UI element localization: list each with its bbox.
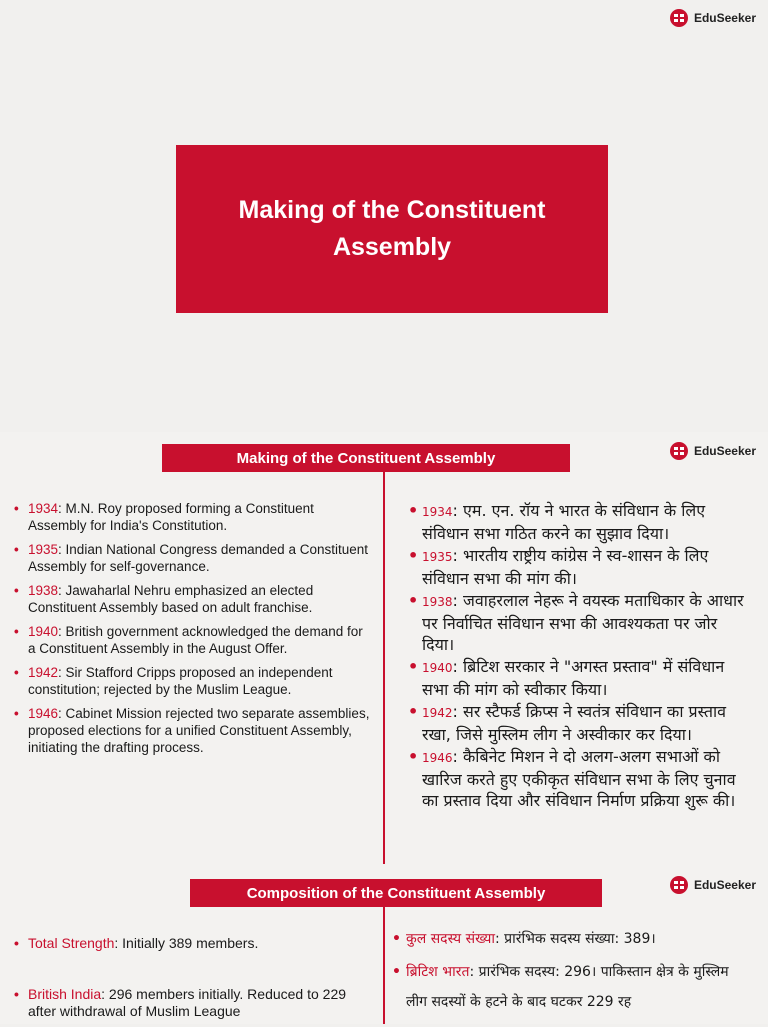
item-text: : ब्रिटिश सरकार ने "अगस्त प्रस्ताव" में संविधान सभा की मांग को स्वीकार किया।: [422, 657, 725, 699]
item-text: : एम. एन. रॉय ने भारत के संविधान के लिए संविधान सभा गठित करने का सुझाव दिया।: [422, 501, 706, 543]
list-item: [408, 656, 744, 700]
column-divider: [383, 907, 385, 1024]
item-text: : Jawaharlal Nehru emphasized an elected Constituent Assembly based on adult franchise.: [28, 583, 314, 615]
brand-name: EduSeeker: [693, 878, 756, 892]
brand-logo: [670, 442, 756, 460]
list-item: [392, 957, 748, 1017]
year-label: 1935: [422, 550, 453, 564]
brand-logo: [670, 876, 756, 894]
section-banner: Composition of the Constituent Assembly: [190, 879, 602, 907]
year-label: 1938: [28, 583, 59, 598]
item-text: : 296 members initially. Reduced to 229 after withdrawal of Muslim League: [28, 986, 347, 1019]
year-label: 1946: [28, 706, 59, 721]
item-text: : भारतीय राष्ट्रीय कांग्रेस ने स्व-शासन के लिए संविधान सभा की मांग की।: [422, 546, 709, 588]
list-item: [14, 986, 372, 1020]
eduseeker-logo-icon: [670, 442, 688, 460]
brand-name: EduSeeker: [693, 11, 756, 25]
list-item: [408, 701, 744, 745]
cover-page: [0, 0, 768, 432]
item-text: : M.N. Roy proposed forming a Constituent Assembly for India's Constitution.: [28, 501, 314, 533]
item-label: ब्रिटिश भारत: [406, 964, 470, 980]
item-text: : प्रारंभिक सदस्य: 296। पाकिस्तान क्षेत्र के मुस्लिम लीग सदस्यों के हटने के बाद घटकर 229 रह: [406, 964, 729, 1010]
list-item: [14, 582, 372, 616]
eduseeker-logo-icon: [670, 9, 688, 27]
list-item: [14, 935, 372, 952]
list-item: [408, 545, 744, 589]
year-label: 1940: [28, 624, 59, 639]
list-item: [14, 664, 372, 698]
composition-hindi-list: [392, 924, 748, 1018]
item-text: : Cabinet Mission rejected two separate assemblies, proposed elections for a unified Constituent Assembly, initiating the drafting process.: [28, 706, 370, 755]
timeline-english-list: [14, 500, 372, 763]
composition-page: [0, 864, 768, 1024]
timeline-hindi-list: [408, 500, 744, 812]
year-label: 1942: [422, 706, 453, 720]
year-label: 1934: [422, 505, 453, 519]
item-text: : Indian National Congress demanded a Constituent Assembly for self-governance.: [28, 542, 368, 574]
item-text: : Initially 389 members.: [114, 935, 259, 951]
brand-name: EduSeeker: [693, 444, 756, 458]
item-label: British India: [28, 986, 102, 1002]
section-banner: Making of the Constituent Assembly: [162, 444, 570, 472]
eduseeker-logo-icon: [670, 876, 688, 894]
item-label: Total Strength: [28, 935, 115, 951]
timeline-page: [0, 432, 768, 864]
year-label: 1935: [28, 542, 59, 557]
year-label: 1940: [422, 661, 453, 675]
list-item: [408, 590, 744, 655]
list-item: [14, 541, 372, 575]
list-item: [392, 924, 748, 954]
column-divider: [383, 472, 385, 864]
year-label: 1934: [28, 501, 59, 516]
item-text: : कैबिनेट मिशन ने दो अलग-अलग सभाओं को खारिज करते हुए एकीकृत संविधान सभा के लिए चुनाव का प्रस्ताव दिया और संविधान निर्माण प्रक्रिया शुरू की।: [422, 747, 736, 810]
year-label: 1938: [422, 595, 453, 609]
title-box: [176, 145, 608, 313]
list-item: [408, 746, 744, 811]
list-item: [14, 705, 372, 756]
item-text: : सर स्टैफर्ड क्रिप्स ने स्वतंत्र संविधान का प्रस्ताव रखा, जिसे मुस्लिम लीग ने अस्वीकार कर दिया।: [422, 702, 727, 744]
year-label: 1942: [28, 665, 59, 680]
list-item: [408, 500, 744, 544]
list-item: [14, 500, 372, 534]
item-text: : प्रारंभिक सदस्य संख्या: 389।: [495, 931, 656, 947]
brand-logo: [670, 9, 756, 27]
item-text: : British government acknowledged the demand for a Constituent Assembly in the August Offer.: [28, 624, 363, 656]
year-label: 1946: [422, 751, 453, 765]
list-item: [14, 623, 372, 657]
item-text: : जवाहरलाल नेहरू ने वयस्क मताधिकार के आधार पर निर्वाचित संविधान सभा की आवश्यकता पर जोर दिया।: [422, 591, 744, 654]
item-label: कुल सदस्य संख्या: [406, 931, 496, 947]
composition-english-list: [14, 935, 372, 1027]
page-title: Making of the Constituent Assembly: [238, 196, 546, 261]
item-text: : Sir Stafford Cripps proposed an independent constitution; rejected by the Muslim League.: [28, 665, 333, 697]
